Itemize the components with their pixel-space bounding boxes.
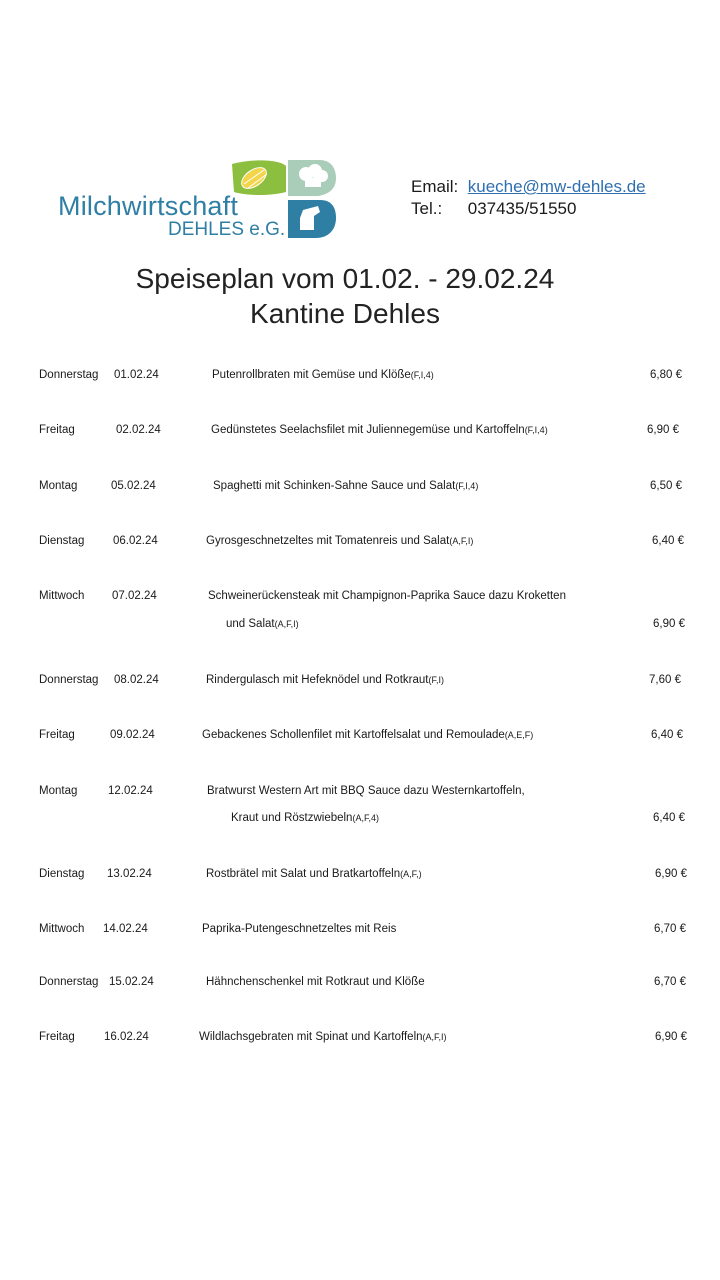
menu-date: 13.02.24 xyxy=(107,868,152,880)
menu-allergens: (A,F,I) xyxy=(422,1032,447,1042)
menu-allergens: (F,I,4) xyxy=(524,425,548,435)
menu-allergens: (F,I,4) xyxy=(410,370,434,380)
menu-dish xyxy=(202,919,396,939)
menu-price: 6,40 € xyxy=(651,729,683,741)
email-line xyxy=(411,176,646,198)
menu-dish xyxy=(202,725,533,745)
menu-allergens: (A,F,I) xyxy=(449,536,474,546)
menu-price: 6,70 € xyxy=(654,976,686,988)
menu-date: 01.02.24 xyxy=(114,369,159,381)
menu-date: 15.02.24 xyxy=(109,976,154,988)
menu-day: Dienstag xyxy=(39,868,85,880)
email-label: Email: xyxy=(411,177,459,196)
menu-date: 14.02.24 xyxy=(103,923,148,935)
menu-dish-text: Kraut und Röstzwiebeln xyxy=(231,812,353,824)
page-title: Speiseplan vom 01.02. - 29.02.24 xyxy=(135,263,555,294)
menu-price: 6,90 € xyxy=(647,424,679,436)
menu-allergens: (F,I) xyxy=(428,675,444,685)
phone-line xyxy=(411,198,646,220)
menu-dish-text: Paprika-Putengeschnetzeltes mit Reis xyxy=(202,923,397,935)
menu-row xyxy=(0,586,720,606)
menu-dish-text: Rostbrätel mit Salat und Bratkartoffeln xyxy=(206,868,401,880)
menu-allergens: (A,E,F) xyxy=(504,730,534,740)
menu-price: 6,80 € xyxy=(650,369,682,381)
logo-name: Milchwirtschaft xyxy=(58,191,239,221)
menu-dish-text: Spaghetti mit Schinken-Sahne Sauce und Salat xyxy=(213,480,456,492)
menu-dish-text: Putenrollbraten mit Gemüse und Klöße xyxy=(212,369,411,381)
menu-dish: Schweinerückensteak mit Champignon-Paprika Sauce dazu Kroketten xyxy=(208,590,566,602)
menu-row xyxy=(0,420,720,440)
menu-allergens: (A,F,I) xyxy=(274,619,299,629)
menu-date: 05.02.24 xyxy=(111,480,156,492)
menu-dish xyxy=(231,808,379,828)
menu-dish-text: Hähnchenschenkel mit Rotkraut und Klöße xyxy=(206,976,425,988)
menu-dish-text: und Salat xyxy=(226,618,275,630)
menu-dish xyxy=(212,365,434,385)
menu-day: Montag xyxy=(39,480,78,492)
menu-dish-text: Rindergulasch mit Hefeknödel und Rotkraut xyxy=(206,674,429,686)
menu-price: 6,50 € xyxy=(650,480,682,492)
phone-number: 037435/51550 xyxy=(467,199,577,218)
menu-price: 6,90 € xyxy=(655,868,687,880)
menu-day: Mittwoch xyxy=(39,590,85,602)
menu-row xyxy=(0,365,720,385)
menu-allergens: (A,F,) xyxy=(400,869,422,879)
menu-date: 06.02.24 xyxy=(113,535,158,547)
menu-day: Freitag xyxy=(39,1031,75,1043)
menu-row xyxy=(0,476,720,496)
menu-price: 6,90 € xyxy=(655,1031,687,1043)
menu-date: 02.02.24 xyxy=(116,424,161,436)
menu-date: 12.02.24 xyxy=(108,785,153,797)
menu-date: 09.02.24 xyxy=(110,729,155,741)
menu-row xyxy=(0,919,720,939)
menu-row-continued xyxy=(0,808,720,828)
logo-subtitle: DEHLES e.G. xyxy=(168,219,286,240)
menu-row xyxy=(0,670,720,690)
menu-date: 07.02.24 xyxy=(112,590,157,602)
menu-dish-text: Gedünstetes Seelachsfilet mit Juliennegemüse und Kartoffeln xyxy=(211,424,525,436)
menu-dish xyxy=(211,420,548,440)
menu-day: Freitag xyxy=(39,424,75,436)
menu-allergens: (F,I,4) xyxy=(455,481,479,491)
menu-day: Donnerstag xyxy=(39,976,99,988)
menu-price: 6,70 € xyxy=(654,923,686,935)
menu-row xyxy=(0,531,720,551)
menu-dish xyxy=(213,476,478,496)
menu-dish xyxy=(206,670,444,690)
menu-day: Donnerstag xyxy=(39,369,99,381)
menu-price: 6,90 € xyxy=(653,618,685,630)
menu-day: Dienstag xyxy=(39,535,85,547)
menu-dish-text: Gyrosgeschnetzeltes mit Tomatenreis und Salat xyxy=(206,535,450,547)
menu-price: 7,60 € xyxy=(649,674,681,686)
menu-dish: Bratwurst Western Art mit BBQ Sauce dazu Westernkartoffeln, xyxy=(207,785,525,797)
menu-day: Mittwoch xyxy=(39,923,85,935)
menu-row xyxy=(0,781,720,801)
menu-dish xyxy=(206,531,473,551)
menu-dish xyxy=(206,972,425,992)
page-subtitle: Kantine Dehles xyxy=(250,298,440,329)
email-link[interactable]: kueche@mw-dehles.de xyxy=(467,177,646,196)
menu-row-continued xyxy=(0,614,720,634)
menu-day: Freitag xyxy=(39,729,75,741)
menu-day: Donnerstag xyxy=(39,674,99,686)
menu-date: 16.02.24 xyxy=(104,1031,149,1043)
menu-dish xyxy=(226,614,299,634)
menu-row xyxy=(0,972,720,992)
menu-date: 08.02.24 xyxy=(114,674,159,686)
menu-allergens: (A,F,4) xyxy=(352,813,379,823)
menu-price: 6,40 € xyxy=(652,535,684,547)
menu-price: 6,40 € xyxy=(653,812,685,824)
menu-dish-text: Wildlachsgebraten mit Spinat und Kartoffeln xyxy=(199,1031,423,1043)
menu-dish xyxy=(199,1027,447,1047)
contact-block xyxy=(411,176,646,220)
menu-row xyxy=(0,725,720,745)
menu-day: Montag xyxy=(39,785,78,797)
phone-label: Tel.: xyxy=(411,199,443,218)
menu-dish-text: Gebackenes Schollenfilet mit Kartoffelsalat und Remoulade xyxy=(202,729,505,741)
menu-dish xyxy=(206,864,422,884)
menu-row xyxy=(0,1027,720,1047)
menu-row xyxy=(0,864,720,884)
